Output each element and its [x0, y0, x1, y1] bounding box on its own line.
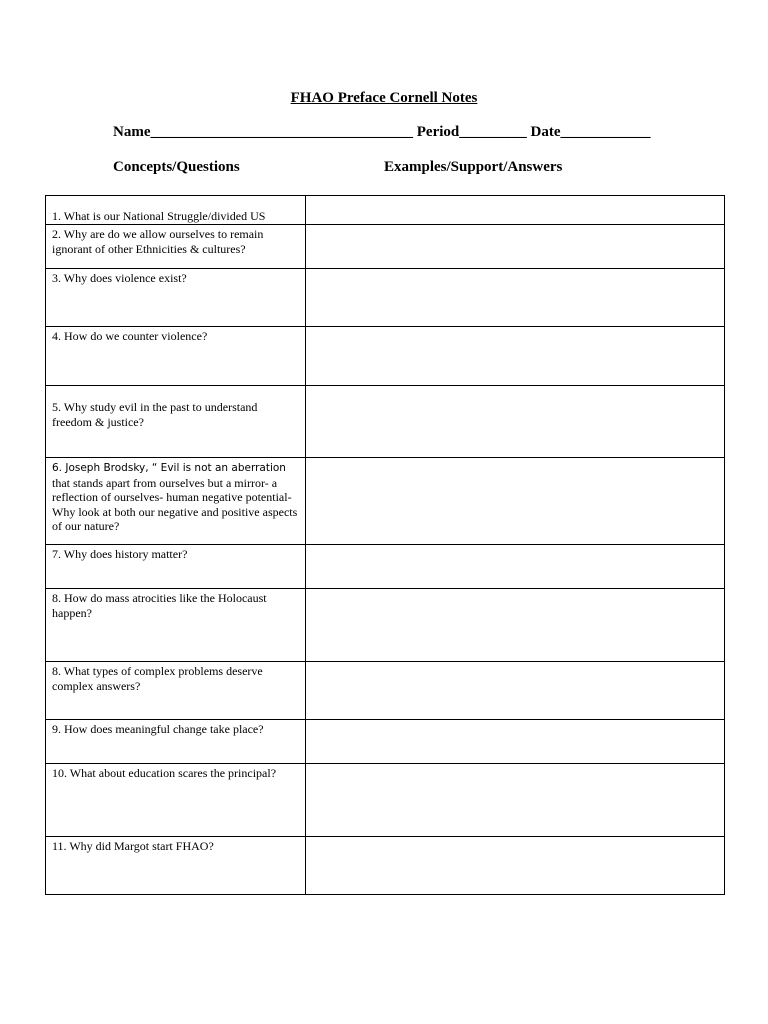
question-text: 2. Why are do we allow ourselves to remain ignorant of other Ethnicities & cultures? [52, 227, 264, 256]
answer-cell [306, 545, 725, 589]
question-text: 1. What is our National Struggle/divided US [52, 209, 266, 223]
question-cell [46, 458, 306, 545]
question-cell [46, 662, 306, 720]
question-cell [46, 589, 306, 662]
table-row [46, 458, 725, 545]
question-cell [46, 327, 306, 386]
question-text: 8. What types of complex problems deserve complex answers? [52, 664, 263, 693]
answer-cell [306, 196, 725, 225]
answers-column-header: Examples/Support/Answers [384, 159, 563, 175]
question-cell [46, 837, 306, 895]
answer-cell [306, 720, 725, 764]
question-text-prefix: 6. Joseph Brodsky, “ Evil is not an aberration [52, 462, 286, 474]
table-row [46, 589, 725, 662]
question-text: 5. Why study evil in the past to understand freedom & justice? [52, 400, 258, 429]
answer-cell [306, 327, 725, 386]
answer-cell [306, 269, 725, 327]
cornell-notes-table [45, 195, 725, 895]
concepts-column-header: Concepts/Questions [113, 159, 240, 175]
question-cell [46, 269, 306, 327]
question-cell [46, 764, 306, 837]
name-label: Name [113, 124, 151, 140]
answer-cell [306, 225, 725, 269]
table-row [46, 545, 725, 589]
answer-cell [306, 386, 725, 458]
period-blank: _________ [459, 124, 527, 140]
question-text: 10. What about education scares the principal? [52, 766, 277, 780]
period-label: Period [416, 124, 460, 140]
answer-cell [306, 589, 725, 662]
table-row [46, 196, 725, 225]
question-text: 4. How do we counter violence? [52, 329, 208, 343]
date-blank: ____________ [560, 124, 651, 140]
name-blank: ___________________________________ [150, 124, 413, 140]
student-info-line [113, 124, 651, 141]
answer-cell [306, 764, 725, 837]
answer-cell [306, 662, 725, 720]
question-text: that stands apart from ourselves but a mirror- a reflection of ourselves- human negative potential- Why look at both our negative and positive aspects of our nature? [52, 475, 298, 533]
question-text: 9. How does meaningful change take place? [52, 722, 264, 736]
table-row [46, 386, 725, 458]
question-text: 3. Why does violence exist? [52, 271, 187, 285]
question-text: 11. Why did Margot start FHAO? [52, 839, 214, 853]
table-row [46, 269, 725, 327]
table-row [46, 662, 725, 720]
table-row [46, 764, 725, 837]
table-row [46, 720, 725, 764]
question-cell [46, 720, 306, 764]
document-title: FHAO Preface Cornell Notes [290, 90, 478, 106]
question-text: 8. How do mass atrocities like the Holocaust happen? [52, 591, 267, 620]
question-text: 7. Why does history matter? [52, 547, 188, 561]
answer-cell [306, 458, 725, 545]
question-cell [46, 386, 306, 458]
question-cell [46, 545, 306, 589]
table-row [46, 225, 725, 269]
question-cell [46, 196, 306, 225]
table-row [46, 327, 725, 386]
table-row [46, 837, 725, 895]
question-cell [46, 225, 306, 269]
date-label: Date [530, 124, 561, 140]
answer-cell [306, 837, 725, 895]
